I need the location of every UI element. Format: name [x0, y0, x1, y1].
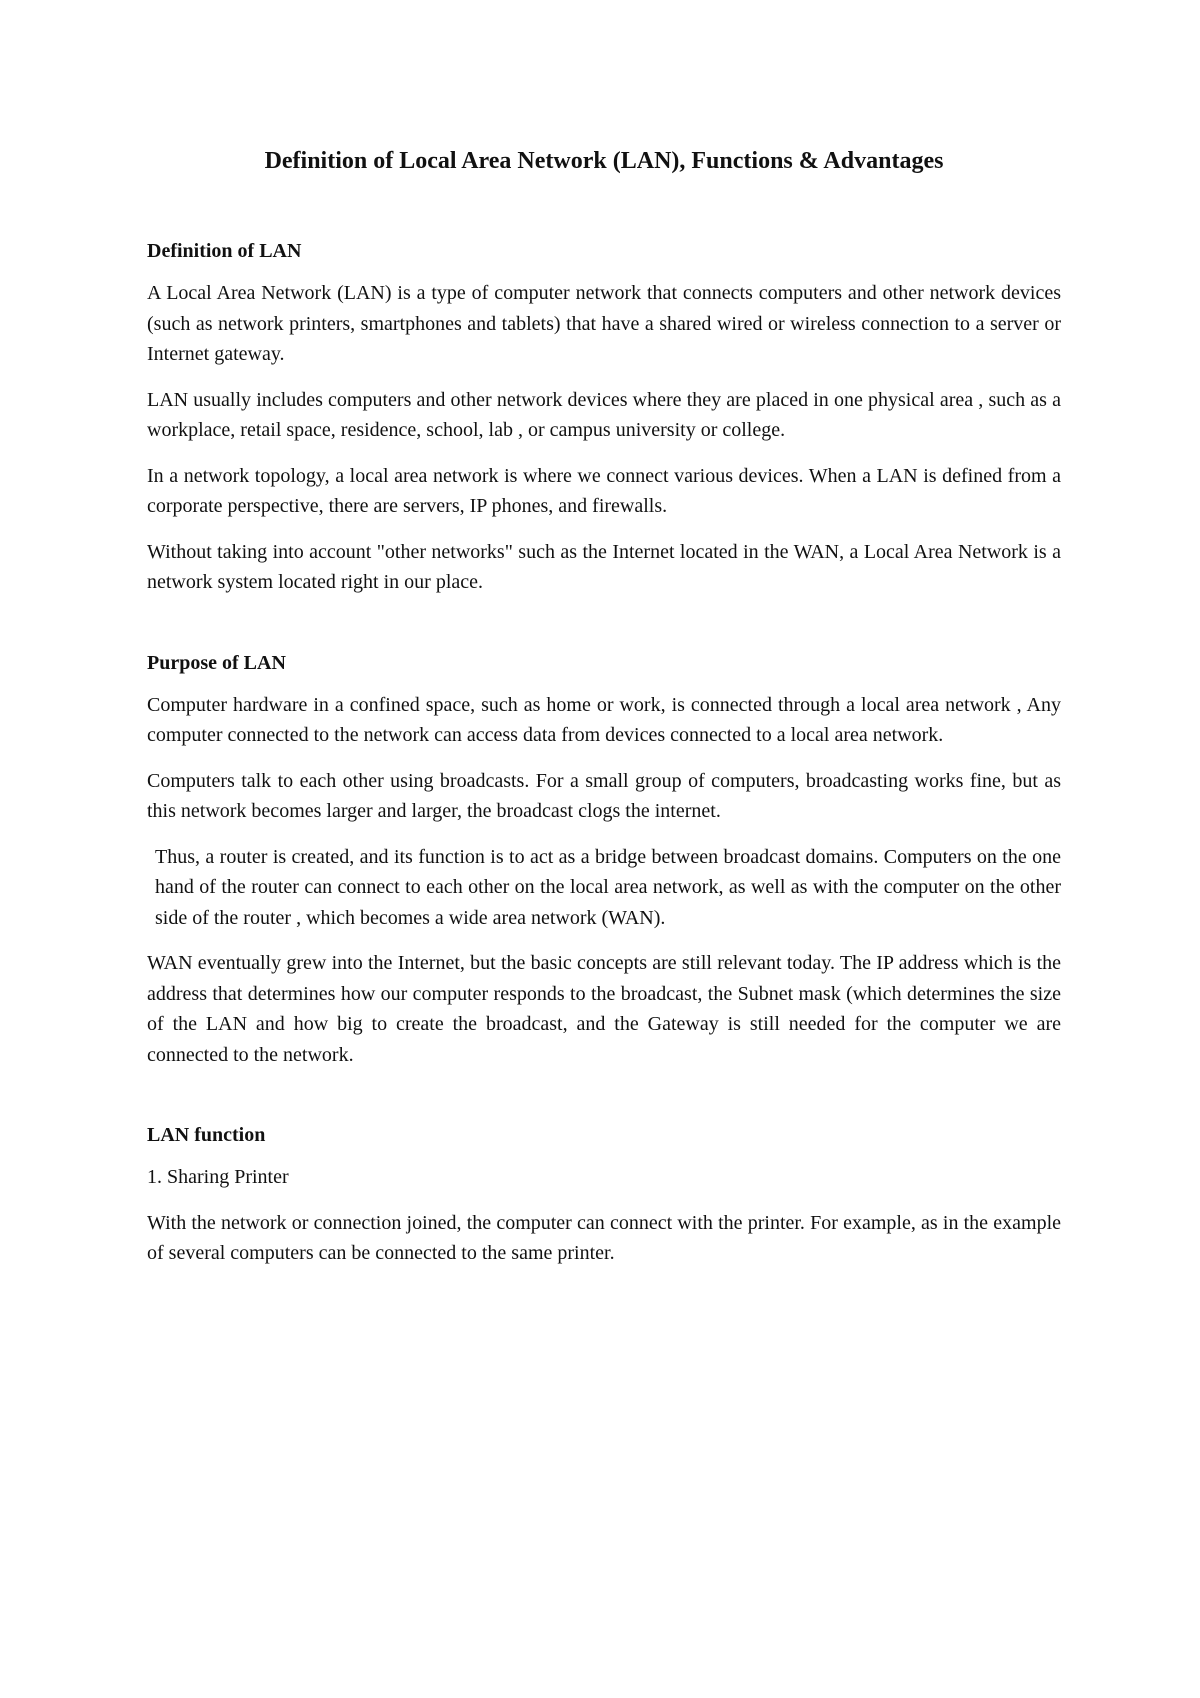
paragraph: Thus, a router is created, and its function is to act as a bridge between broadcast domains. Computers on the one hand of the router can connect to each other on the local area network, as well as with the computer on the other side of the router , which becomes a wide area network (WAN).	[155, 845, 1061, 929]
paragraph: WAN eventually grew into the Internet, but the basic concepts are still relevant today. The IP address which is the address that determines how our computer responds to the broadcast, the Subnet mask (which determines the size of the LAN and how big to create the broadcast, and the Gateway is still needed for the computer we are connected to the network.	[147, 952, 1061, 1066]
section-purpose-of-lan	[147, 650, 1061, 1071]
paragraph: LAN usually includes computers and other network devices where they are placed in one physical area , such as a workplace, retail space, residence, school, lab , or campus university or college.	[147, 388, 1061, 441]
section-heading: LAN function	[147, 1124, 266, 1146]
paragraph: A Local Area Network (LAN) is a type of computer network that connects computers and other network devices (such as network printers, smartphones and tablets) that have a shared wired or wireless connection to a server or Internet gateway.	[147, 282, 1061, 365]
section-heading: Purpose of LAN	[147, 651, 286, 674]
document-title: Definition of Local Area Network (LAN), Functions & Advantages	[264, 148, 944, 174]
section-definition-of-lan	[147, 238, 1061, 598]
section-heading: Definition of LAN	[147, 240, 302, 262]
paragraph: Without taking into account "other networks" such as the Internet located in the WAN, a Local Area Network is a network system located right in our place.	[147, 540, 1061, 593]
paragraph: Computers talk to each other using broadcasts. For a small group of computers, broadcasting works fine, but as this network becomes larger and larger, the broadcast clogs the internet.	[147, 769, 1061, 822]
paragraph: With the network or connection joined, the computer can connect with the printer. For example, as in the example of several computers can be connected to the same printer.	[147, 1211, 1061, 1264]
list-item: 1. Sharing Printer	[147, 1166, 289, 1188]
section-lan-function	[147, 1122, 1061, 1269]
document-page	[147, 146, 1061, 1284]
paragraph: Computer hardware in a confined space, such as home or work, is connected through a local area network , Any computer connected to the network can access data from devices connected to a local area network.	[147, 693, 1061, 746]
paragraph: In a network topology, a local area network is where we connect various devices. When a LAN is defined from a corporate perspective, there are servers, IP phones, and firewalls.	[147, 464, 1061, 517]
